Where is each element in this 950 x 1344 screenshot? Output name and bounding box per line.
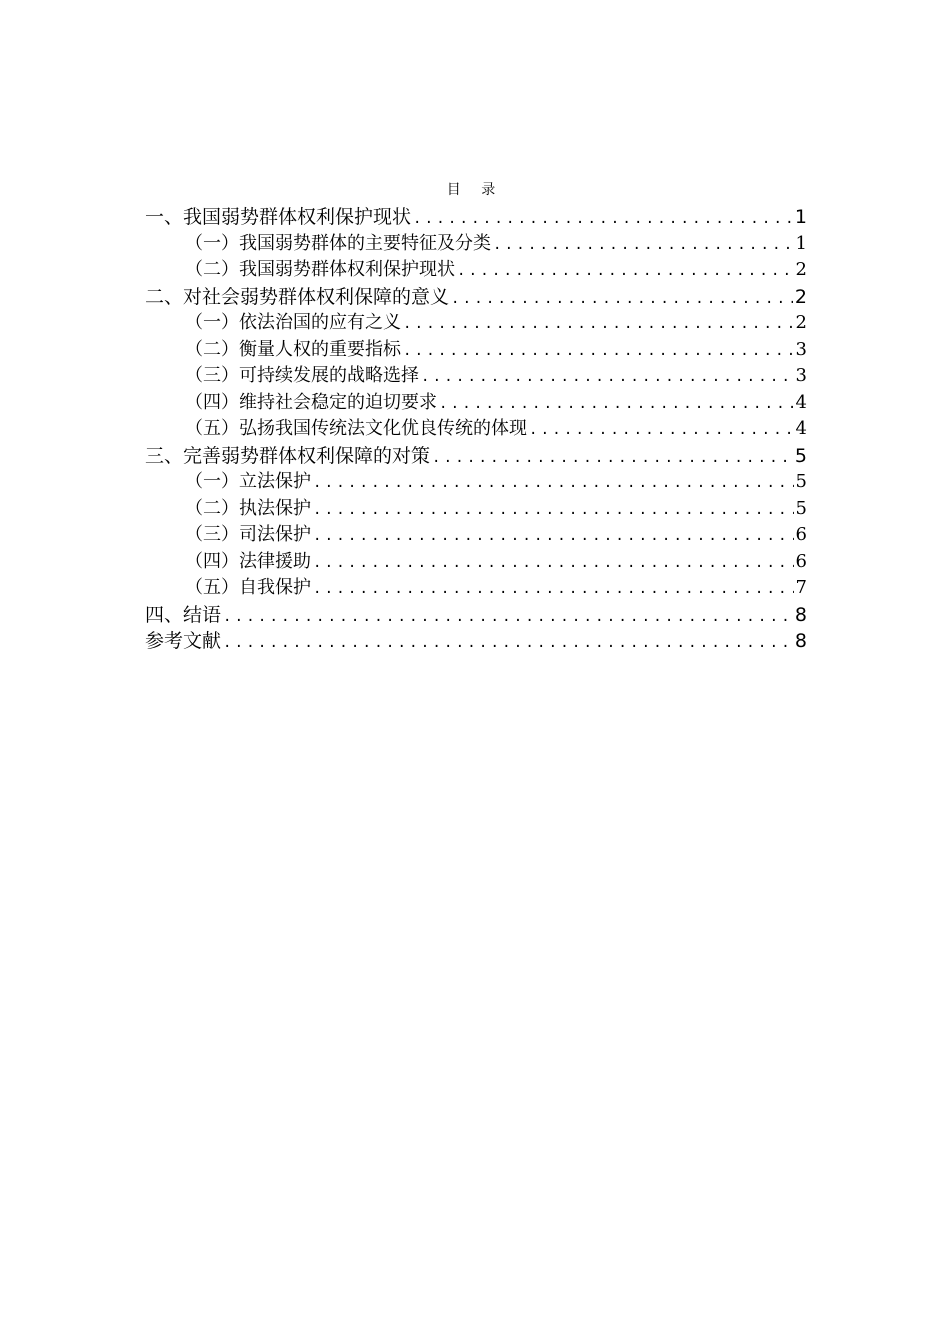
toc-entry-text: （二）衡量人权的重要指标 (185, 338, 401, 360)
toc-entry-page: 3 (795, 365, 807, 386)
toc-leader-dots (223, 604, 793, 631)
toc-entry-page: 8 (794, 630, 807, 652)
toc-entry-text: （一）依法治国的应有之义 (185, 312, 401, 333)
toc-leader-dots (451, 286, 793, 313)
table-of-contents (145, 204, 807, 655)
toc-leader-dots (403, 311, 794, 338)
toc-entry-text: （二）我国弱势群体权利保护现状 (185, 259, 455, 280)
toc-entry-page: 2 (795, 259, 807, 280)
toc-entry-text: 参考文献 (145, 630, 222, 652)
toc-entry-page: 8 (794, 603, 807, 626)
toc-entry-2-5[interactable] (145, 416, 807, 443)
toc-entry-4[interactable] (145, 602, 807, 629)
toc-entry-text: （五）自我保护 (185, 577, 311, 598)
toc-leader-dots (457, 258, 794, 285)
toc-entry-page: 4 (795, 418, 807, 439)
toc-entry-text: （三）可持续发展的战略选择 (185, 365, 419, 386)
toc-leader-dots (421, 364, 794, 391)
toc-entry-2[interactable] (145, 284, 807, 311)
toc-entry-2-2[interactable] (145, 337, 807, 364)
toc-leader-dots (223, 630, 793, 657)
toc-entry-page: 2 (794, 285, 807, 308)
toc-title: 目 录 (446, 182, 504, 198)
toc-leader-dots (432, 445, 793, 472)
toc-entry-3-2[interactable] (145, 496, 807, 523)
toc-entry-page: 3 (795, 338, 807, 360)
toc-entry-page: 5 (795, 497, 807, 519)
toc-entry-text: （一）我国弱势群体的主要特征及分类 (185, 232, 491, 254)
toc-leader-dots (439, 391, 794, 418)
toc-entry-text: 二、对社会弱势群体权利保障的意义 (145, 285, 450, 308)
toc-leader-dots (313, 523, 794, 550)
toc-leader-dots (313, 576, 794, 603)
toc-leader-dots (313, 550, 794, 577)
toc-entry-3[interactable] (145, 443, 807, 470)
toc-leader-dots (529, 417, 794, 444)
toc-entry-text: （一）立法保护 (185, 471, 311, 492)
toc-leader-dots (313, 497, 794, 524)
toc-entry-page: 1 (794, 206, 807, 228)
toc-entry-2-3[interactable] (145, 363, 807, 390)
toc-entry-page: 4 (795, 391, 807, 413)
toc-entry-3-3[interactable] (145, 522, 807, 549)
toc-leader-dots (413, 206, 793, 233)
toc-entry-page: 1 (795, 232, 807, 254)
toc-entry-text: 一、我国弱势群体权利保护现状 (145, 206, 412, 228)
toc-entry-page: 2 (795, 312, 807, 333)
toc-entry-text: （三）司法保护 (185, 524, 311, 545)
toc-entry-3-5[interactable] (145, 575, 807, 602)
toc-entry-text: （四）维持社会稳定的迫切要求 (185, 391, 437, 413)
toc-entry-3-4[interactable] (145, 549, 807, 576)
toc-leader-dots (403, 338, 794, 365)
toc-entry-text: （四）法律援助 (185, 550, 311, 572)
toc-entry-page: 7 (795, 577, 807, 598)
toc-entry-text: （二）执法保护 (185, 497, 311, 519)
toc-entry-2-1[interactable] (145, 310, 807, 337)
toc-entry-page: 6 (795, 550, 807, 572)
toc-entry-page: 5 (795, 471, 807, 492)
toc-entry-page: 6 (795, 524, 807, 545)
toc-entry-text: 三、完善弱势群体权利保障的对策 (145, 444, 431, 467)
toc-leader-dots (493, 232, 794, 259)
toc-entry-1[interactable] (145, 204, 807, 231)
toc-leader-dots (313, 470, 794, 497)
toc-entry-text: 四、结语 (145, 603, 222, 626)
toc-entry-text: （五）弘扬我国传统法文化优良传统的体现 (185, 418, 527, 439)
toc-entry-page: 5 (794, 444, 807, 467)
toc-entry-3-1[interactable] (145, 469, 807, 496)
toc-entry-references[interactable] (145, 628, 807, 655)
toc-entry-1-2[interactable] (145, 257, 807, 284)
toc-entry-2-4[interactable] (145, 390, 807, 417)
toc-entry-1-1[interactable] (145, 231, 807, 258)
